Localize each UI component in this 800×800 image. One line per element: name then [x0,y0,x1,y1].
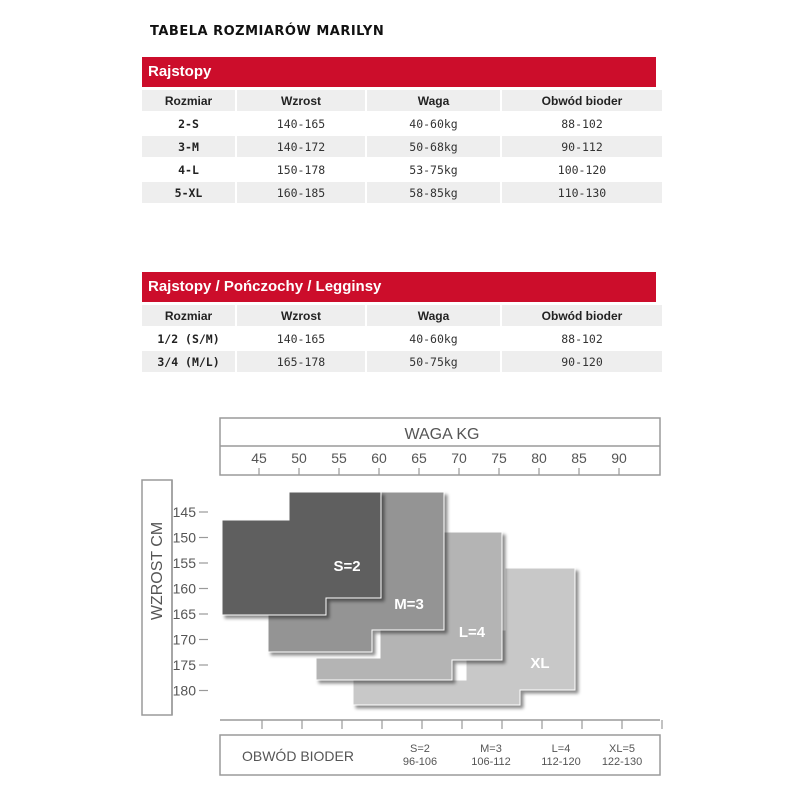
weight-tick-label: 85 [571,450,587,466]
region-label: M=3 [394,596,424,613]
table-title: Rajstopy / Pończochy / Legginsy [142,272,656,302]
col-header-weight: Waga [367,305,502,328]
col-header-hips: Obwód bioder [502,305,664,328]
weight-axis-label: WAGA KG [404,426,480,443]
region-size-s [222,492,381,615]
hips-size-label: S=2 [410,743,430,755]
cell-size: 4-L [142,159,237,182]
hips-size-label: L=4 [551,743,571,755]
cell-height: 140-172 [237,136,367,159]
col-header-weight: Waga [367,90,502,113]
hips-range-label: 122-130 [601,756,643,768]
cell-hips: 110-130 [502,182,664,205]
cell-height: 140-165 [237,328,367,351]
height-tick-label: 145 [172,504,196,520]
height-tick-label: 180 [172,682,196,699]
cell-weight: 50-68kg [367,136,502,159]
cell-height: 140-165 [237,113,367,136]
cell-height: 150-178 [237,159,367,182]
height-tick-label: 150 [172,529,196,546]
cell-hips: 88-102 [502,113,664,136]
height-axis-label: WZROST CM [149,521,166,621]
page-title: TABELA ROZMIARÓW MARILYN [150,24,385,39]
region-label: S=2 [333,558,361,575]
weight-tick-label: 45 [251,450,267,466]
cell-weight: 40-60kg [367,113,502,136]
cell-weight: 58-85kg [367,182,502,205]
weight-tick-label: 70 [451,450,467,466]
weight-tick-label: 90 [611,450,627,466]
weight-tick-label: 65 [411,450,427,466]
hips-range-label: 112-120 [541,756,581,768]
col-header-size: Rozmiar [142,305,237,328]
cell-size: 3/4 (M/L) [142,351,237,374]
cell-weight: 40-60kg [367,328,502,351]
weight-tick-label: 55 [331,450,347,466]
cell-size: 3-M [142,136,237,159]
weight-tick-label: 50 [291,450,307,466]
region-label: XL [530,655,550,672]
weight-tick-label: 60 [371,450,387,466]
weight-tick-label: 75 [491,450,507,466]
hips-size-label: M=3 [480,743,502,755]
height-tick-label: 160 [172,580,196,597]
weight-tick-label: 80 [531,450,547,466]
col-header-size: Rozmiar [142,90,237,113]
cell-size: 1/2 (S/M) [142,328,237,351]
col-header-height: Wzrost [237,90,367,113]
cell-height: 160-185 [237,182,367,205]
cell-size: 5-XL [142,182,237,205]
height-tick-label: 165 [172,606,196,622]
height-tick-label: 155 [172,555,196,571]
col-header-hips: Obwód bioder [502,90,664,113]
hips-axis-label: OBWÓD BIODER [241,748,355,764]
region-label: L=4 [458,624,486,641]
hips-range-label: 96-106 [402,756,438,768]
cell-height: 165-178 [237,351,367,374]
height-tick-label: 170 [172,631,196,648]
cell-weight: 50-75kg [367,351,502,374]
table-title: Rajstopy [142,57,656,87]
height-tick-label: 175 [172,657,196,673]
col-header-height: Wzrost [237,305,367,328]
hips-range-label: 106-112 [471,756,511,768]
cell-hips: 90-112 [502,136,664,159]
hips-size-label: XL=5 [609,743,635,755]
cell-hips: 90-120 [502,351,664,374]
cell-hips: 88-102 [502,328,664,351]
cell-hips: 100-120 [502,159,664,182]
cell-weight: 53-75kg [367,159,502,182]
cell-size: 2-S [142,113,237,136]
